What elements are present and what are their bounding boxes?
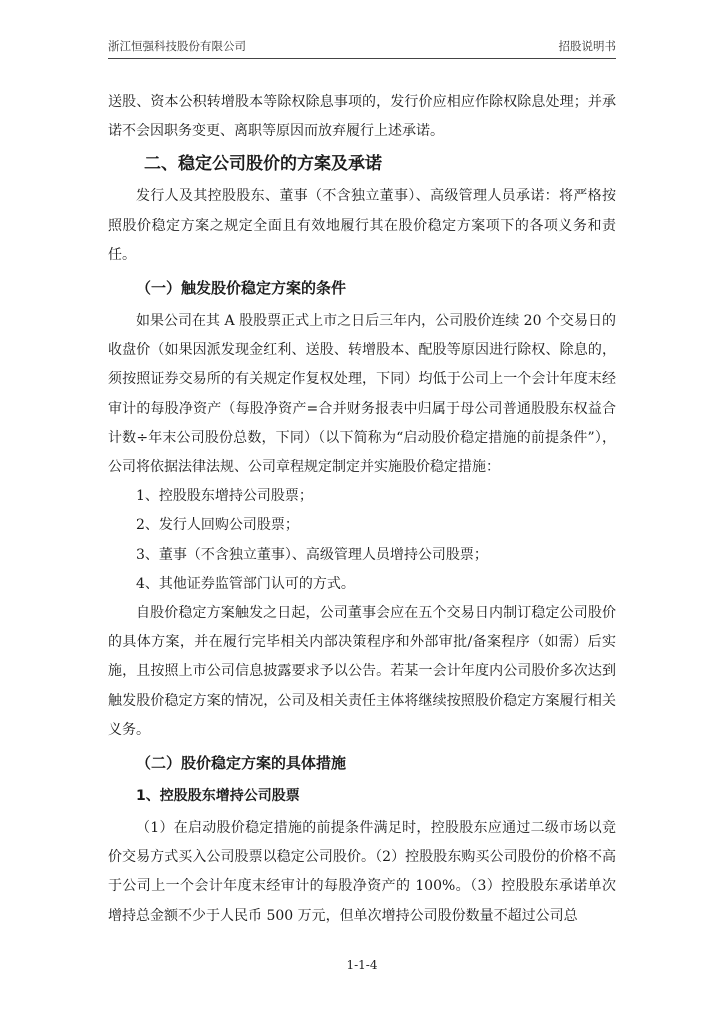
header-document-type: 招股说明书 (558, 39, 616, 53)
paragraph-measures: （1）在启动股价稳定措施的前提条件满足时，控股股东应通过二级市场以竞价交易方式买入公司股票以稳定公司股价。（2）控股股东购买公司股份的价格不高于公司上一个会计年度末经审计的每股净资产的 100%。（3）控股股东承诺单次增持总金额不少于人民币 500 万元，但单次增持公司股份数量不超过公司总 (108, 820, 616, 924)
section-heading-2: 二、稳定公司股价的方案及承诺 (144, 154, 382, 175)
list-item: 3、董事（不含独立董事）、高级管理人员增持公司股票； (136, 546, 488, 563)
list-item: 4、其他证券监管部门认可的方式。 (136, 575, 355, 592)
subsection-heading-1: （一）触发股价稳定方案的条件 (136, 279, 347, 298)
header-company-name: 浙江恒强科技股份有限公司 (108, 39, 246, 53)
subsection-heading-2: （二）股价稳定方案的具体措施 (136, 754, 347, 773)
paragraph-plan: 自股价稳定方案触发之日起，公司董事会应在五个交易日内制订稳定公司股价的具体方案，并在履行完毕相关内部决策程序和外部审批/备案程序（如需）后实施，且按照上市公司信息披露要求予以公告。若某一会计年度内公司股价多次达到触发股价稳定方案的情况，公司及相关责任主体将继续按照股价稳定方案履行相关义务。 (108, 605, 616, 738)
page-body (108, 88, 616, 931)
paragraph-commitment: 发行人及其控股股东、董事（不含独立董事）、高级管理人员承诺：将严格按照股价稳定方案之规定全面且有效地履行其在股价稳定方案项下的各项义务和责任。 (108, 188, 616, 263)
page-header (108, 38, 616, 59)
paragraph-continued: 送股、资本公积转增股本等除权除息事项的，发行价应相应作除权除息处理；并承诺不会因职务变更、离职等原因而放弃履行上述承诺。 (108, 94, 616, 140)
page-number: 1-1-4 (346, 958, 378, 972)
list-item: 1、控股股东增持公司股票； (136, 488, 313, 505)
paragraph-trigger-conditions: 如果公司在其 A 股股票正式上市之日后三年内，公司股价连续 20 个交易日的收盘价（如果因派发现金红利、送股、转增股本、配股等原因进行除权、除息的，须按照证券交易所的有关规定作复权处理，下同）均低于公司上一个会计年度末经审计的每股净资产（每股净资产=合并财务报表中归属于母公司普通股股东权益合计数÷年末公司股份总数，下同）（以下简称为“启动股价稳定措施的前提条件”），公司将依据法律法规、公司章程规定制定并实施股价稳定措施： (108, 313, 616, 476)
list-item: 2、发行人回购公司股票； (136, 517, 299, 534)
item-heading-1: 1、控股股东增持公司股票 (136, 788, 300, 805)
